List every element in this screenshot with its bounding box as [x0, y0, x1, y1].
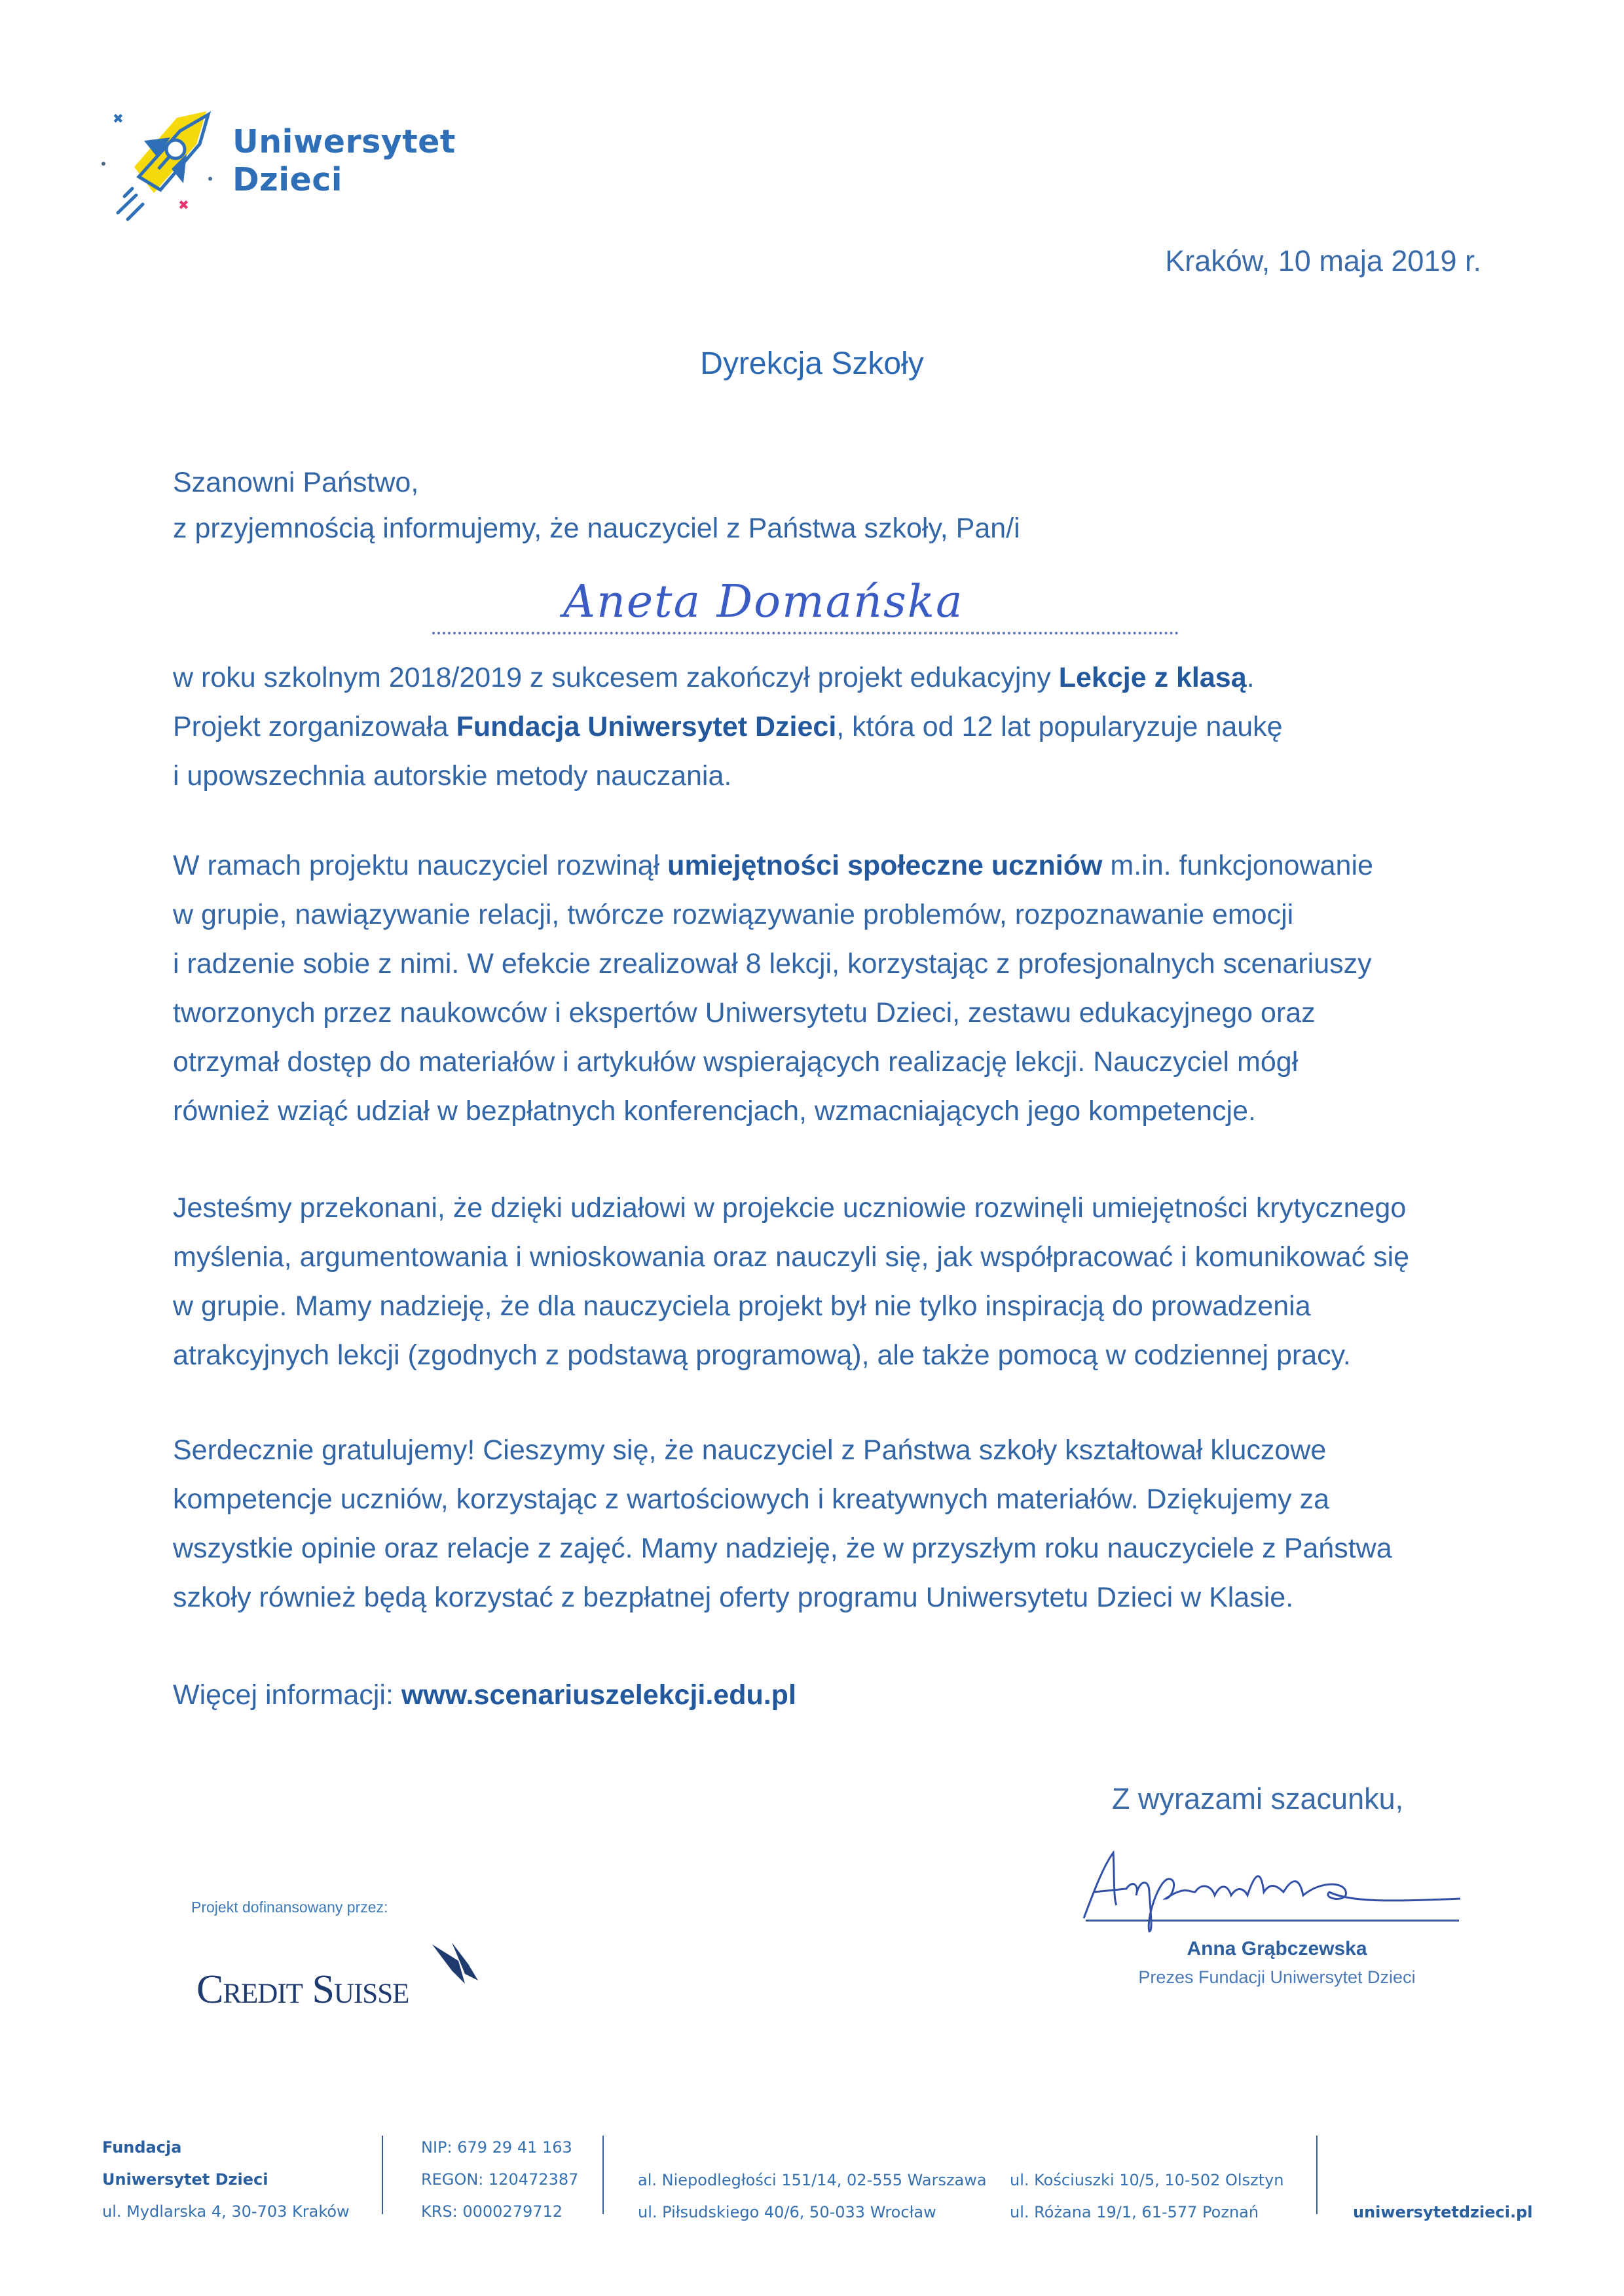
paragraph-line: Projekt zorganizowała Fundacja Uniwersytet Dzieci, która od 12 lat popularyzuje naukę: [173, 711, 1283, 742]
footer-organization: [102, 2132, 350, 2228]
brand-line-1: Uniwersytet: [232, 123, 456, 160]
footer-website-link[interactable]: uniwersytetdzieci.pl: [1353, 2203, 1533, 2221]
footer-branch-addresses-2: [1010, 2164, 1284, 2229]
uniwersytet-dzieci-logo: [98, 92, 465, 223]
sponsor-name: Credit Suisse: [196, 1967, 409, 2012]
brand-name: [232, 123, 456, 199]
footer-org-line-1: Fundacja: [102, 2138, 182, 2157]
greeting: Szanowni Państwo,: [173, 467, 419, 498]
paragraph-line: w grupie. Mamy nadzieję, że dla nauczyciela projekt był nie tylko inspiracją do prowadzenia: [173, 1290, 1311, 1322]
footer-regon: REGON: 120472387: [421, 2170, 579, 2189]
paragraph-line: i upowszechnia autorskie metody nauczania.: [173, 760, 732, 792]
skills-highlight: umiejętności społeczne uczniów: [667, 850, 1103, 881]
footer-krs: KRS: 0000279712: [421, 2202, 563, 2221]
more-info: [173, 1671, 1548, 1720]
footer-divider: [1316, 2136, 1318, 2214]
paragraph-congratulations: [173, 1426, 1548, 1622]
paragraph-line: tworzonych przez naukowców i ekspertów Uniwersytetu Dzieci, zestawu edukacyjnego oraz: [173, 997, 1316, 1029]
recipient-title: Dyrekcja Szkoły: [700, 346, 924, 381]
paragraph-line: i radzenie sobie z nimi. W efekcie zrealizował 8 lekcji, korzystając z profesjonalnych scenariuszy: [173, 948, 1372, 979]
paragraph-line: wszystkie opinie oraz relacje z zajęć. Mamy nadzieję, że w przyszłym roku nauczyciele z Państwa: [173, 1533, 1392, 1564]
paragraph-line: w roku szkolnym 2018/2019 z sukcesem zakończył projekt edukacyjny Lekcje z klasą.: [173, 662, 1255, 693]
sails-icon: [429, 1941, 481, 1987]
footer-address-wroclaw: ul. Piłsudskiego 40/6, 50-033 Wrocław: [638, 2203, 936, 2221]
footer-address-olsztyn: ul. Kościuszki 10/5, 10-502 Olsztyn: [1010, 2171, 1284, 2189]
sponsor-label: Projekt dofinansowany przez:: [191, 1899, 388, 1916]
paragraph-outcomes: [173, 1184, 1548, 1380]
signature: [1074, 1840, 1467, 1938]
paragraph-line: również wziąć udział w bezpłatnych konferencjach, wzmacniających jego kompetencje.: [173, 1095, 1256, 1127]
paragraph-line: Jesteśmy przekonani, że dzięki udziałowi w projekcie uczniowie rozwinęli umiejętności krytycznego: [173, 1192, 1407, 1224]
svg-text:✖: ✖: [178, 197, 189, 213]
name-dotted-line: [432, 632, 1179, 634]
paragraph-line: Serdecznie gratulujemy! Cieszymy się, że nauczyciel z Państwa szkoły kształtował kluczowe: [173, 1434, 1327, 1466]
footer-branch-addresses-1: [638, 2164, 987, 2229]
letter-date: Kraków, 10 maja 2019 r.: [1165, 244, 1481, 278]
credit-suisse-logo: [196, 1954, 491, 2013]
footer-org-address: ul. Mydlarska 4, 30-703 Kraków: [102, 2202, 350, 2221]
signer-role: Prezes Fundacji Uniwersytet Dzieci: [1138, 1967, 1416, 1987]
brand-line-2: Dzieci: [232, 161, 343, 198]
organization-name: Fundacja Uniwersytet Dzieci: [456, 711, 837, 742]
paragraph-line: atrakcyjnych lekcji (zgodnych z podstawą programową), ale także pomocą w codziennej pracy.: [173, 1339, 1351, 1371]
footer-address-warszawa: al. Niepodległości 151/14, 02-555 Warszawa: [638, 2171, 987, 2189]
paragraph-skills: [173, 841, 1548, 1136]
svg-text:✖: ✖: [113, 111, 124, 126]
paragraph-project-summary: [173, 653, 1548, 801]
footer-org-line-2: Uniwersytet Dzieci: [102, 2170, 268, 2189]
teacher-name-handwritten: Aneta Domańska: [563, 576, 964, 628]
footer-divider: [602, 2136, 604, 2214]
rocket-icon: [98, 92, 236, 223]
paragraph-line: kompetencje uczniów, korzystając z wartościowych i kreatywnych materiałów. Dziękujemy za: [173, 1484, 1330, 1515]
signer-name: Anna Grąbczewska: [1187, 1938, 1367, 1959]
closing-phrase: Z wyrazami szacunku,: [1112, 1782, 1404, 1815]
footer-registry-ids: [421, 2132, 578, 2228]
intro-line: z przyjemnością informujemy, że nauczyciel z Państwa szkoły, Pan/i: [173, 513, 1020, 544]
more-info-link[interactable]: www.scenariuszelekcji.edu.pl: [401, 1679, 796, 1711]
paragraph-line: W ramach projektu nauczyciel rozwinął umiejętności społeczne uczniów m.in. funkcjonowanie: [173, 850, 1373, 881]
project-name: Lekcje z klasą: [1058, 662, 1247, 693]
footer-address-poznan: ul. Różana 19/1, 61-577 Poznań: [1010, 2203, 1259, 2221]
paragraph-line: szkoły również będą korzystać z bezpłatnej oferty programu Uniwersytetu Dzieci w Klasie.: [173, 1582, 1294, 1613]
more-info-label: Więcej informacji:: [173, 1679, 401, 1711]
signature-line: [1086, 1920, 1459, 1922]
paragraph-line: otrzymał dostęp do materiałów i artykułów wspierających realizację lekcji. Nauczyciel mógł: [173, 1046, 1299, 1078]
paragraph-line: w grupie, nawiązywanie relacji, twórcze rozwiązywanie problemów, rozpoznawanie emocji: [173, 899, 1294, 930]
paragraph-line: myślenia, argumentowania i wnioskowania oraz nauczyli się, jak współpracować i komunikować się: [173, 1241, 1410, 1273]
footer-nip: NIP: 679 29 41 163: [421, 2138, 572, 2157]
footer-divider: [382, 2136, 383, 2214]
